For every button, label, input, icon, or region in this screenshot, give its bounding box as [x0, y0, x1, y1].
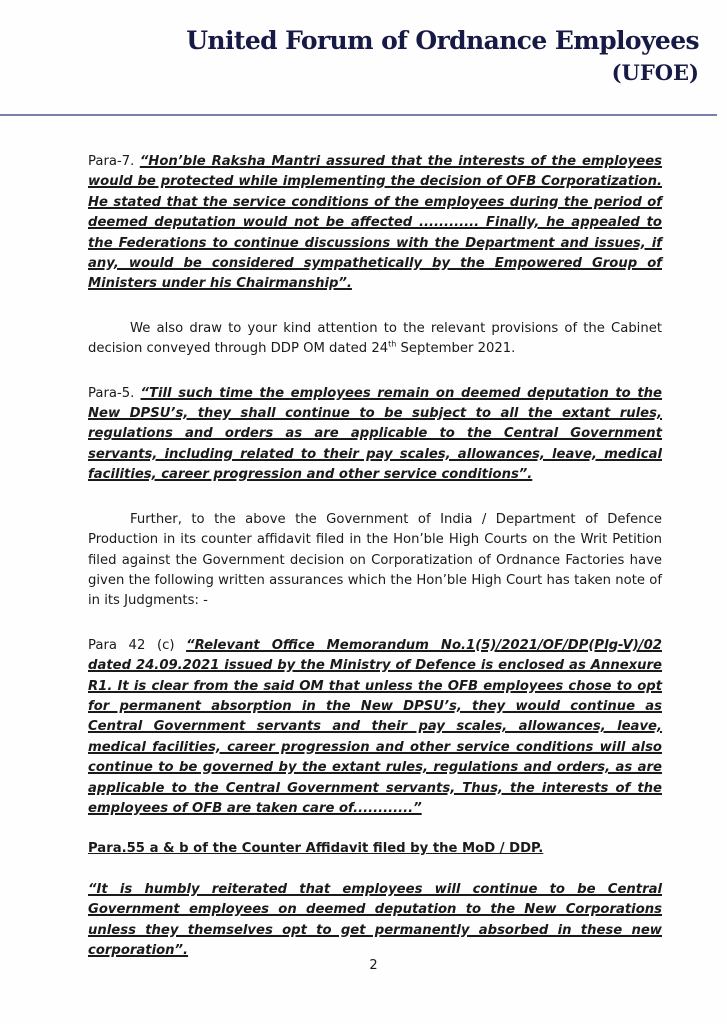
further-paragraph: Further, to the above the Government of India / Department of Defence Production in its counter affidavit filed in the Hon’ble High Courts on the Writ Petition filed against the Government decision on Corporatization of Ordnance Factories have given the following written assurances which the Hon’ble High Court has taken note of in its Judgments: -	[88, 511, 662, 609]
para-55-quote: “It is humbly reiterated that employees will continue to be Central Government employees on deemed deputation to the New Corporations unless they themselves opt to get permanently absorbed in these new corporation”.	[88, 881, 662, 958]
para-7	[88, 152, 662, 295]
para-42c-quote: “Relevant Office Memorandum No.1(5)/2021/OF/DP(Plg-V)/02 dated 24.09.2021 issued by the Ministry of Defence is enclosed as Annexure R1. It is clear from the said OM that unless the OFB employees chose to opt for permanent absorption in the New DPSU’s, they would continue as Central Government servants and their pay scales, allowances, leave, medical facilities, career progression and other service conditions will also continue to be governed by the extant rules, regulations and orders, as are applicable to the Central Government servants, Thus, the interests of the employees of OFB are taken care of............”	[88, 637, 662, 816]
attention-text-end: September 2021.	[396, 341, 516, 357]
para-55-heading: Para.55 a & b of the Counter Affidavit filed by the MoD / DDP.	[88, 841, 544, 857]
document-body	[88, 152, 662, 961]
header-divider	[0, 114, 717, 116]
para-42c	[88, 636, 662, 820]
para-7-quote: “Hon’ble Raksha Mantri assured that the interests of the employees would be protected while implementing the decision of OFB Corporatization. He stated that the service conditions of the employees during the period of deemed deputation would not be affected ............ Finally, he appealed to the Federations to continue discussions with the Department and issues, if any, would be considered sympathetically by the Empowered Group of Ministers under his Chairmanship”.	[88, 154, 662, 292]
para-42c-label: Para 42 (c)	[88, 637, 175, 653]
para-7-label: Para-7.	[88, 154, 135, 169]
para-5	[88, 384, 662, 486]
page-number: 2	[369, 958, 378, 973]
para-5-label: Para-5.	[88, 385, 135, 401]
ordinal-suffix: th	[388, 339, 397, 349]
organization-title: United Forum of Ordnance Employees	[186, 26, 699, 55]
para-5-quote: “Till such time the employees remain on deemed deputation to the New DPSU’s, they shall continue to be subject to all the extant rules, regulations and orders as are applicable to the Central Government servants, including related to their pay scales, allowances, leave, medical facilities, career progression and other service conditions”.	[88, 385, 662, 483]
attention-paragraph	[88, 319, 662, 360]
organization-abbreviation: (UFOE)	[611, 60, 699, 85]
attention-text: We also draw to your kind attention to the relevant provisions of the Cabinet decision conveyed through DDP OM dated 24	[88, 320, 662, 357]
